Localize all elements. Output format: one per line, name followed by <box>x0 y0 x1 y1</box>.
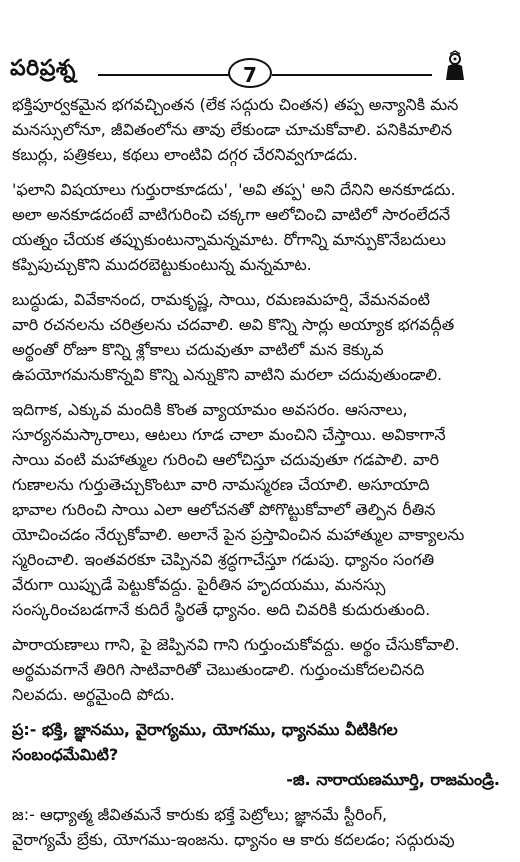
paragraph-4 <box>12 397 508 622</box>
text-line: యోచించడం నేర్చుకోవాలి. అలానే పైన ప్రస్తావించిన మహాత్ముల వాక్యాలను <box>12 525 465 544</box>
paragraph-1 <box>12 92 508 167</box>
answer-block <box>12 802 508 852</box>
text-line: ఉపయోగమనుకొన్నవి కొన్ని ఎన్నుకొని వాటిని మరలా చదువుతుండాలి. <box>12 365 443 384</box>
text-line: అర్థంతో రోజూ కొన్ని శ్లోకాలు చదువుతూ వాటిలో మన కెక్కువ <box>12 340 384 359</box>
ornament-figure-icon <box>438 50 472 84</box>
text-line: స్మరించాలి. ఇంతవరకూ చెప్పినవి శ్రద్ధగాచేస్తూ గడుపు. ధ్యానం సంగతి <box>12 550 435 569</box>
answer-line: జ:- ఆధ్యాత్మ జీవితమనే కారుకు భక్తే పెట్రోలు; జ్ఞానమే స్టీరింగ్, <box>12 805 388 824</box>
text-line: వేరుగా యిప్పుడే పెట్టుకోవద్దు. పైరీతిన హృదయము, మనస్సు <box>12 575 386 594</box>
text-line: 'ఫలాని విషయాలు గుర్తురాకూడదు', 'అవి తప్ప' అని దేనిని అనకూడదు. <box>12 180 456 199</box>
text-line: ఇదిగాక, ఎక్కువ మందికి కొంత వ్యాయామం అవసరం. ఆసనాలు, <box>12 400 408 419</box>
body-text <box>12 92 508 862</box>
text-line: భక్తిపూర్వకమైన భగవచ్చింతన (లేక సద్గురు చింతన) తప్ప అన్యానికి మన <box>12 95 459 114</box>
text-line: సాయి వంటి మహాత్ముల గురించి ఆలోచిస్తూ చదువుతూ గడపాలి. వారి <box>12 450 440 469</box>
text-line: గుణాలను గుర్తుతెచ్చుకొంటూ వారి నామస్మరణ చేయాలి. అసూయాది <box>12 475 430 494</box>
paragraph-5 <box>12 632 508 707</box>
page-header <box>10 56 510 88</box>
text-line: కబుర్లు, పత్రికలు, కథలు లాంటివి దగ్గర చేరనివ్వగూడదు. <box>12 145 358 164</box>
answer-line: వైరాగ్యమే బ్రేకు, యోగము-ఇంజను. ధ్యానం ఆ కారు కదలడం; సద్గురువు <box>12 830 455 849</box>
text-line: అలా అనకూడదంటే వాటిగురించి చక్కగా ఆలోచించి వాటిలో సారంలేదనే <box>12 205 451 224</box>
header-rule-left <box>98 74 230 76</box>
text-line: బుద్ధుడు, వివేకానంద, రామకృష్ణ, సాయి, రమణమహర్షి, వేమనవంటి <box>12 290 430 309</box>
text-line: పారాయణాలు గాని, పై జెప్పినవి గాని గుర్తుంచుకోవద్దు. అర్థం చేసుకోవాలి. <box>12 635 460 654</box>
header-title: పరిప్రశ్న <box>10 56 76 81</box>
text-line: భావాల గురించి సాయి ఎలా ఆలోచనతో పోగొట్టుకోవాలో తెల్పిన రీతిన <box>12 500 436 519</box>
text-line: మనస్సులోనూ, జీవితంలోను తావు లేకుండా చూచుకోవాలి. పనికిమాలిన <box>12 120 453 139</box>
question-line: ప్ర:- భక్తి, జ్ఞానము, వైరాగ్యము, యోగము, ధ్యానము వీటికిగల <box>12 720 398 739</box>
text-line: వారి రచనలను చరిత్రలను చదవాలి. అవి కొన్ని సార్లు అయ్యాక భగవద్గీత <box>12 315 455 334</box>
page-number: 7 <box>228 58 272 88</box>
text-line: సూర్యనమస్కారాలు, ఆటలు గూడ చాలా మంచిని చేస్తాయి. అవికాగానే <box>12 425 446 444</box>
question-line: సంబంధమేమిటి? <box>12 745 119 764</box>
text-line: యత్నం చేయక తప్పుకుంటున్నామన్నమాట. రోగాన్ని మాన్పుకొనేబదులు <box>12 230 446 249</box>
text-line: సంస్కరించబడగానే కుదిరే స్థిరతే ధ్యానం. అది చివరికి కుదురుతుంది. <box>12 600 431 619</box>
paragraph-2 <box>12 177 508 277</box>
text-line: అర్థమవగానే తిరిగి సాటివారితో చెబుతుండాలి. గుర్తుంచుకోదలచినది <box>12 660 425 679</box>
question-block <box>12 717 508 792</box>
text-line: నిలవదు. అర్థమైంది పోదు. <box>12 685 175 704</box>
text-line: కప్పిపుచ్చుకొని ముదరబెట్టుకుంటున్న మన్నమాట. <box>12 255 312 274</box>
question-attribution: -జి. నారాయణమూర్తి, రాజమండ్రి. <box>286 770 500 789</box>
paragraph-3 <box>12 287 508 387</box>
header-rule-right <box>272 74 432 76</box>
